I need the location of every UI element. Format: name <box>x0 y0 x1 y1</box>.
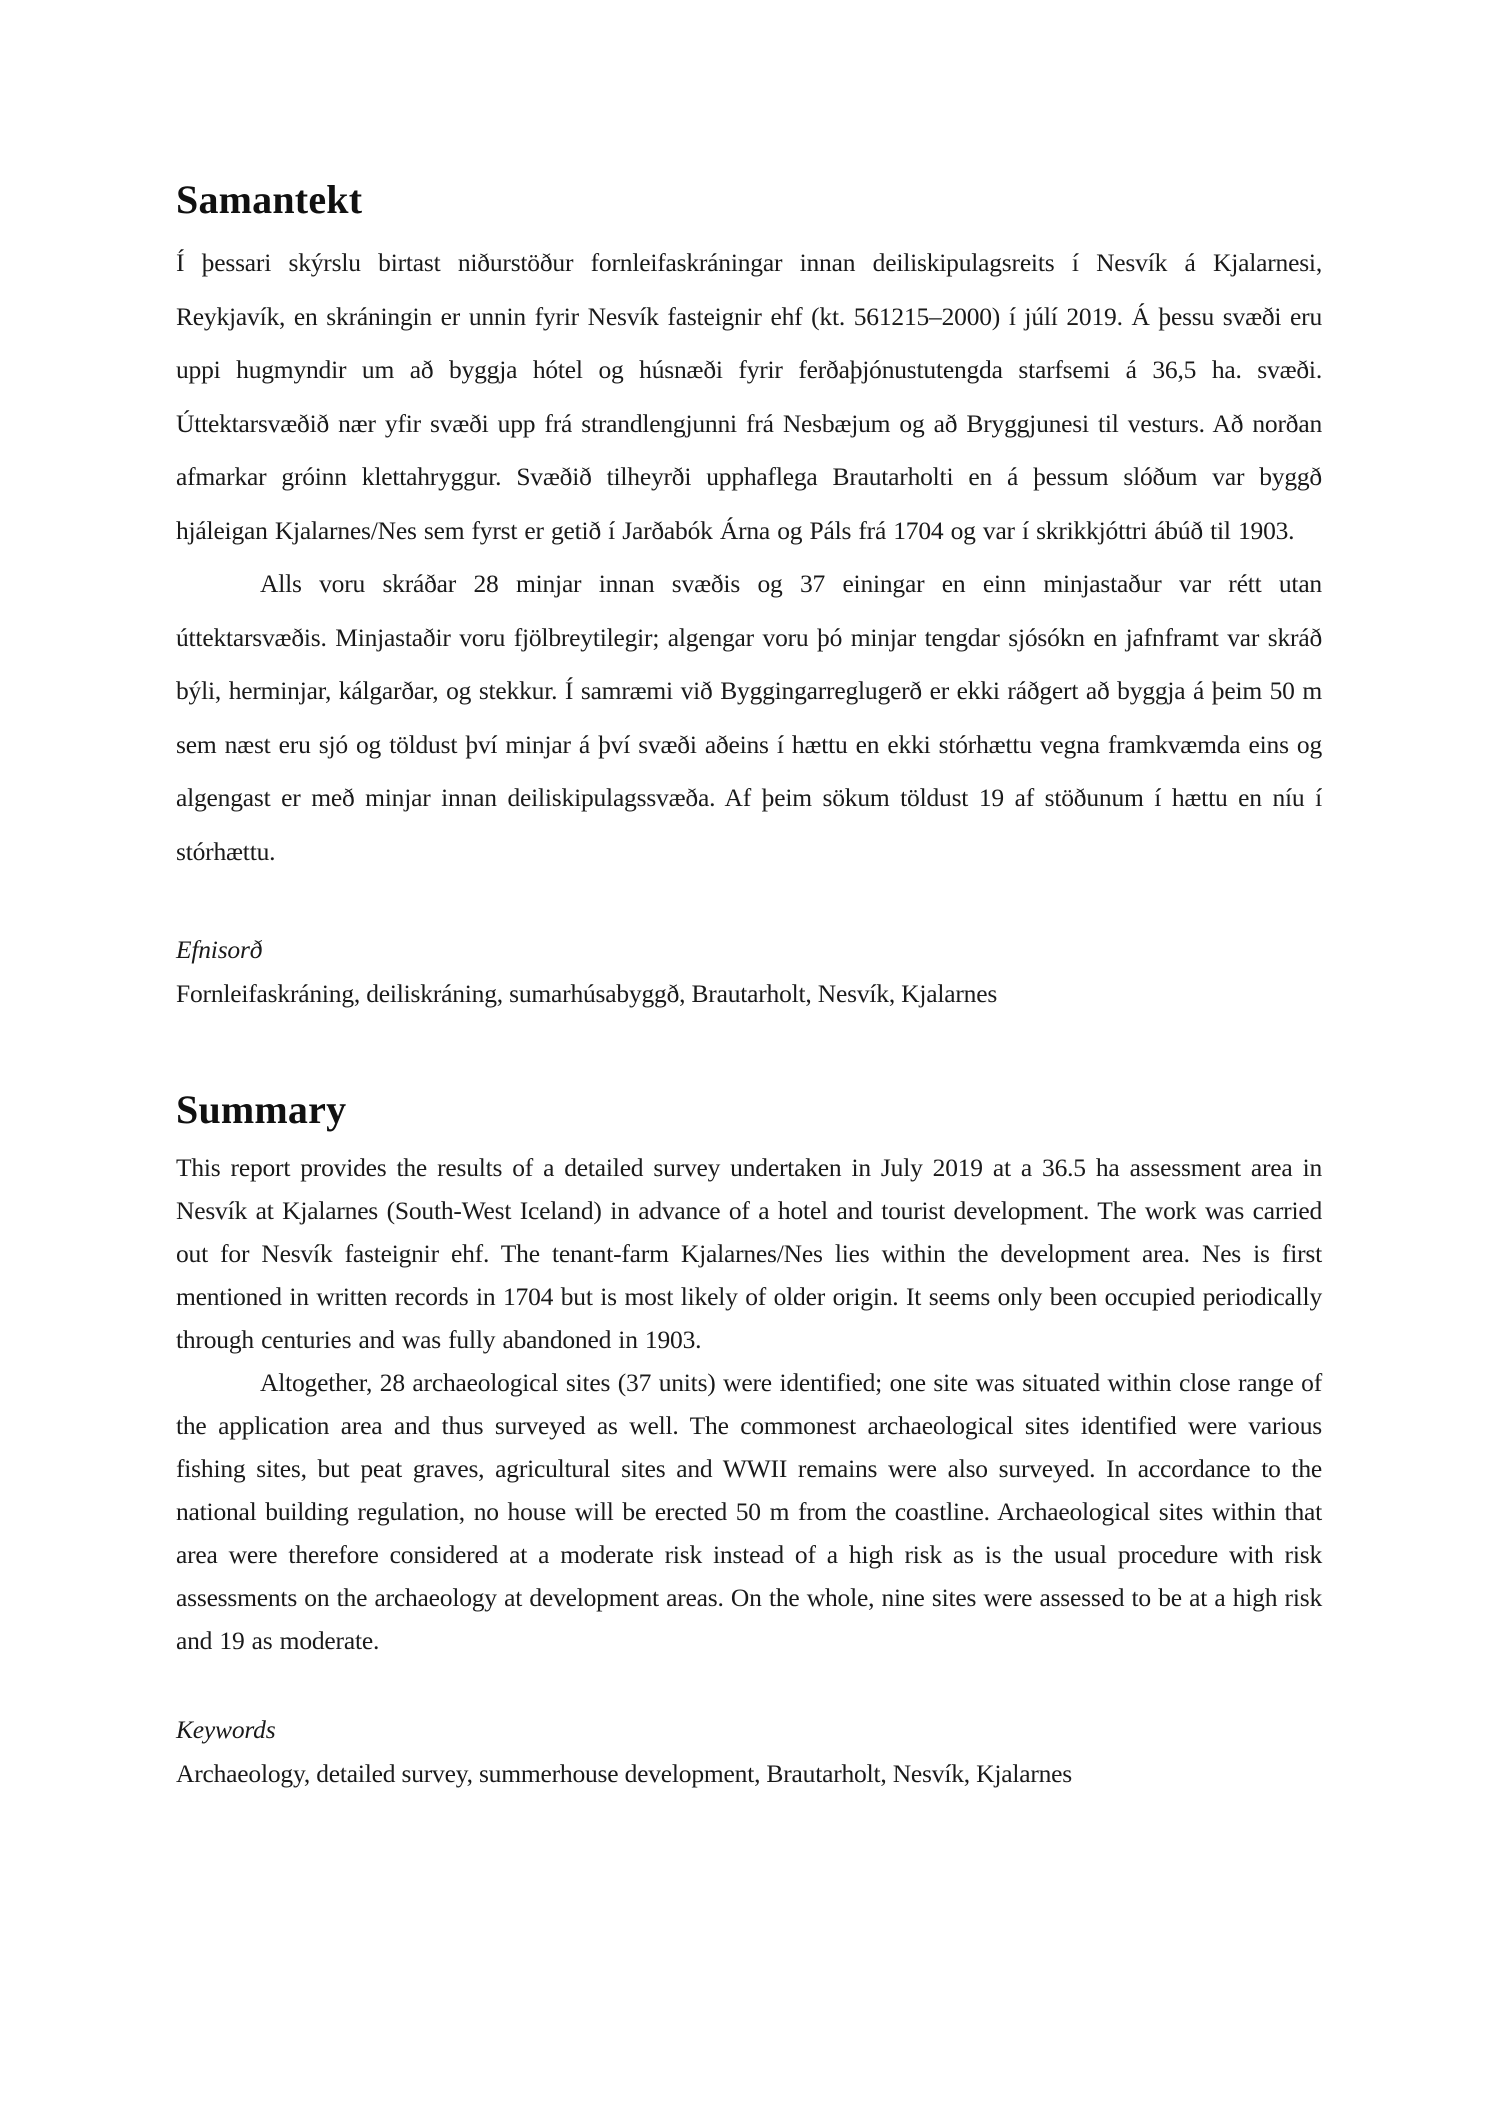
summary-section <box>176 1088 1322 1796</box>
samantekt-section <box>176 178 1322 1016</box>
summary-paragraph-1: This report provides the results of a detailed survey undertaken in July 2019 at a 36.5 ha assessment area in Nesvík at Kjalarnes (South-West Iceland) in advance of a hotel and tourist development. The work was carried out for Nesvík fasteignir ehf. The tenant-farm Kjalarnes/Nes lies within the development area. Nes is first mentioned in written records in 1704 but is most likely of older origin. It seems only been occupied periodically through centuries and was fully abandoned in 1903. <box>176 1153 1322 1354</box>
summary-paragraph-2: Altogether, 28 archaeological sites (37 units) were identified; one site was situated within close range of the application area and thus surveyed as well. The commonest archaeological sites identified were various fishing sites, but peat graves, agricultural sites and WWII remains were also surveyed. In accordance to the national building regulation, no house will be erected 50 m from the coastline. Archaeological sites within that area were therefore considered at a moderate risk instead of a high risk as is the usual procedure with risk assessments on the archaeology at development areas. On the whole, nine sites were assessed to be at a high risk and 19 as moderate. <box>176 1368 1322 1655</box>
keywords-block <box>176 1708 1322 1796</box>
efnisord-block <box>176 928 1322 1016</box>
efnisord-keywords: Fornleifaskráning, deiliskráning, sumarhúsabyggð, Brautarholt, Nesvík, Kjalarnes <box>176 979 998 1008</box>
document-page <box>176 178 1322 1796</box>
samantekt-heading: Samantekt <box>176 177 363 222</box>
summary-heading: Summary <box>176 1087 347 1132</box>
samantekt-paragraph-2: Alls voru skráðar 28 minjar innan svæðis og 37 einingar en einn minjastaður var rétt utan úttektarsvæðis. Minjastaðir voru fjölbreytilegir; algengar voru þó minjar tengdar sjósókn en jafnframt var skráð býli, herminjar, kálgarðar, og stekkur. Í samræmi við Byggingarreglugerð er ekki ráðgert að byggja á þeim 50 m sem næst eru sjó og töldust því minjar á því svæði aðeins í hættu en ekki stórhættu vegna framkvæmda eins og algengast er með minjar innan deiliskipulagssvæða. Af þeim sökum töldust 19 af stöðunum í hættu en níu í stórhættu. <box>176 569 1322 866</box>
samantekt-paragraph-1: Í þessari skýrslu birtast niðurstöður fornleifaskráningar innan deiliskipulagsreits í Nesvík á Kjalarnesi, Reykjavík, en skráningin er unnin fyrir Nesvík fasteignir ehf (kt. 561215–2000) í júlí 2019. Á þessu svæði eru uppi hugmyndir um að byggja hótel og húsnæði fyrir ferðaþjónustutengda starfsemi á 36,5 ha. svæði. Úttektarsvæðið nær yfir svæði upp frá strandlengjunni frá Nesbæjum og að Bryggjunesi til vesturs. Að norðan afmarkar gróinn klettahryggur. Svæðið tilheyrði upphaflega Brautarholti en á þessum slóðum var byggð hjáleigan Kjalarnes/Nes sem fyrst er getið í Jarðabók Árna og Páls frá 1704 og var í skrikkjóttri ábúð til 1903. <box>176 248 1322 545</box>
keywords-label: Keywords <box>176 1715 276 1744</box>
efnisord-label: Efnisorð <box>176 935 263 964</box>
keywords-list: Archaeology, detailed survey, summerhouse development, Brautarholt, Nesvík, Kjalarnes <box>176 1759 1073 1788</box>
